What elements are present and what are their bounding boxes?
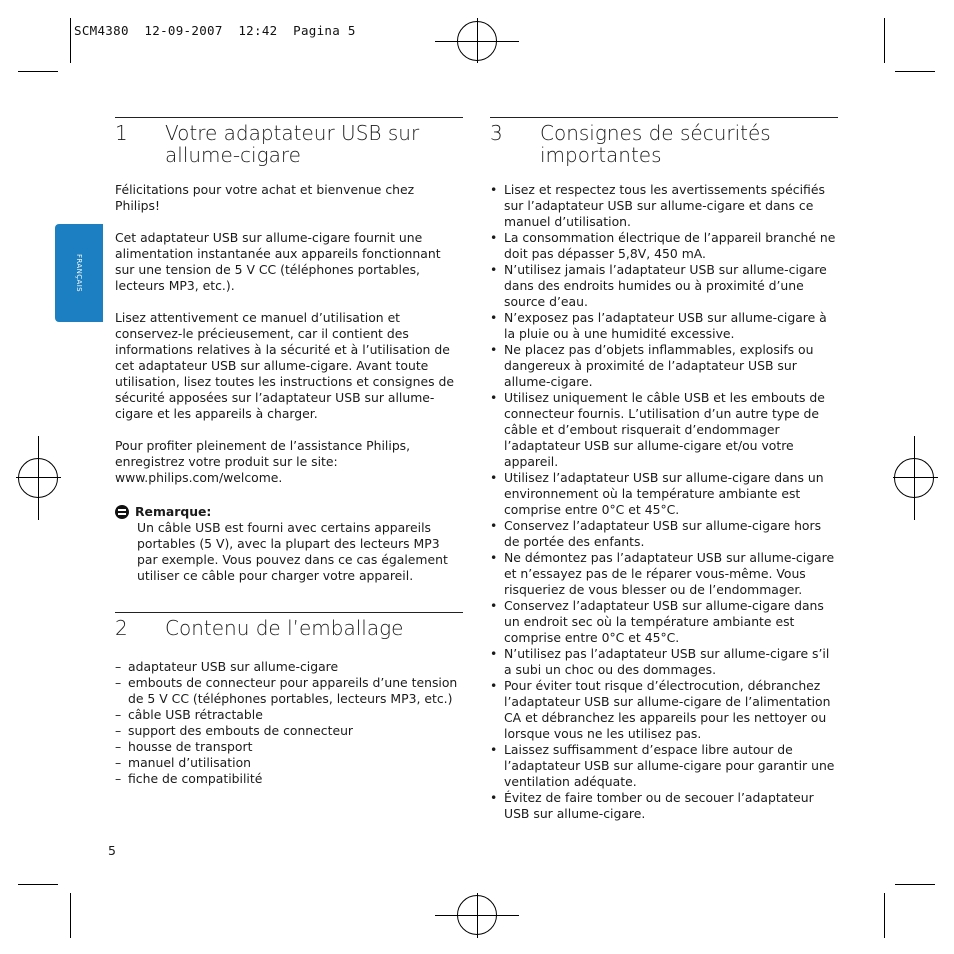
list-item: • Conservez l’adaptateur USB sur allume-cigare dans un endroit sec où la température ambiante est comprise entre 0°C et 45°C. xyxy=(490,598,838,646)
note-header xyxy=(115,504,463,520)
crop-mark-br-h xyxy=(895,884,935,885)
note-icon xyxy=(115,505,129,519)
section-2-heading xyxy=(115,612,463,639)
language-tab-label: FRANÇAIS xyxy=(75,253,83,293)
list-item: • Utilisez uniquement le câble USB et les embouts de connecteur fournis. L’utilisation d’un autre type de câble et d’embout risquerait d’endommager l’adaptateur USB sur allume-cigare et/ou votre appareil. xyxy=(490,390,838,470)
list-item: • Lisez et respectez tous les avertissements spécifiés sur l’adaptateur USB sur allume-cigare et dans ce manuel d’utilisation. xyxy=(490,182,838,230)
list-item: – embouts de connecteur pour appareils d’une tension de 5 V CC (téléphones portables, lecteurs MP3, etc.) xyxy=(115,675,463,707)
crop-mark-tr-v xyxy=(884,18,885,63)
list-item: • N’utilisez jamais l’adaptateur USB sur allume-cigare dans des endroits humides ou à proximité d’une source d’eau. xyxy=(490,262,838,310)
paragraph-read-manual: Lisez attentivement ce manuel d’utilisation et conservez-le précieusement, car il contient des informations relatives à la sécurité et à l’utilisation de cet adaptateur USB sur allume-cigare. Avant toute utilisation, lisez toutes les instructions et consignes de sécurité apposées sur l’adaptateur USB sur allume-cigare et les appareils à charger. xyxy=(115,310,455,421)
note-text: Un câble USB est fourni avec certains appareils portables (5 V), avec la plupart des lecteurs MP3 par exemple. Vous pouvez dans ce cas également utiliser ce câble pour charger votre appareil. xyxy=(137,520,448,583)
list-item: • N’utilisez pas l’adaptateur USB sur allume-cigare s’il a subi un choc ou des dommages. xyxy=(490,646,838,678)
section-3-title: Consignes de sécurités importantes xyxy=(540,121,771,167)
list-item: • Ne placez pas d’objets inflammables, explosifs ou dangereux à proximité de l’adaptateur USB sur allume-cigare. xyxy=(490,342,838,390)
section-2-number: 2 xyxy=(115,616,128,640)
list-item: – manuel d’utilisation xyxy=(115,755,463,771)
list-item: • Utilisez l’adaptateur USB sur allume-cigare dans un environnement où la température ambiante est comprise entre 0°C et 45°C. xyxy=(490,470,838,518)
list-item: • Ne démontez pas l’adaptateur USB sur allume-cigare et n’essayez pas de le réparer vous-même. Vous risqueriez de vous blesser ou de l’endommager. xyxy=(490,550,838,598)
list-item: • Conservez l’adaptateur USB sur allume-cigare hors de portée des enfants. xyxy=(490,518,838,550)
note-label: Remarque: xyxy=(135,504,212,519)
right-column xyxy=(490,117,838,822)
crop-mark-br-v xyxy=(884,893,885,938)
list-item: – housse de transport xyxy=(115,739,463,755)
crop-mark-bl-v xyxy=(70,893,71,938)
section-1-title: Votre adaptateur USB sur allume-cigare xyxy=(165,121,420,167)
left-column xyxy=(115,117,463,787)
section-3-heading xyxy=(490,117,838,166)
crop-mark-tl-v xyxy=(70,18,71,63)
print-slug: SCM4380 12-09-2007 12:42 Pagina 5 xyxy=(74,23,356,38)
list-item: – fiche de compatibilité xyxy=(115,771,463,787)
section-1-number: 1 xyxy=(115,121,128,145)
section-3-number: 3 xyxy=(490,121,503,145)
paragraph-register: Pour profiter pleinement de l’assistance Philips, enregistrez votre produit sur le site: www.philips.com/welcome. xyxy=(115,438,411,485)
crop-mark-bl-h xyxy=(18,884,58,885)
list-item: – câble USB rétractable xyxy=(115,707,463,723)
page-number: 5 xyxy=(108,843,116,858)
section-2-title: Contenu de l’emballage xyxy=(165,616,404,640)
list-item: • Laissez suffisamment d’espace libre autour de l’adaptateur USB sur allume-cigare pour garantir une ventilation adéquate. xyxy=(490,742,838,790)
section-1-heading xyxy=(115,117,463,166)
safety-list xyxy=(490,182,838,822)
language-tab xyxy=(55,224,103,322)
paragraph-welcome: Félicitations pour votre achat et bienvenue chez Philips! xyxy=(115,182,415,213)
list-item: • La consommation électrique de l’appareil branché ne doit pas dépasser 5,8V, 450 mA. xyxy=(490,230,838,262)
list-item: • N’exposez pas l’adaptateur USB sur allume-cigare à la pluie ou à une humidité excessive. xyxy=(490,310,838,342)
crop-mark-tr-h xyxy=(895,71,935,72)
list-item: – support des embouts de connecteur xyxy=(115,723,463,739)
crop-mark-tl-h xyxy=(18,71,58,72)
list-item: • Évitez de faire tomber ou de secouer l’adaptateur USB sur allume-cigare. xyxy=(490,790,838,822)
package-contents-list xyxy=(115,659,463,787)
paragraph-intro: Cet adaptateur USB sur allume-cigare fournit une alimentation instantanée aux appareils fonctionnant sur une tension de 5 V CC (téléphones portables, lecteurs MP3, etc.). xyxy=(115,230,441,293)
list-item: • Pour éviter tout risque d’électrocution, débranchez l’adaptateur USB sur allume-cigare de l’alimentation CA et débranchez les appareils pour les nettoyer ou lorsque vous ne les utilisez pas. xyxy=(490,678,838,742)
list-item: – adaptateur USB sur allume-cigare xyxy=(115,659,463,675)
